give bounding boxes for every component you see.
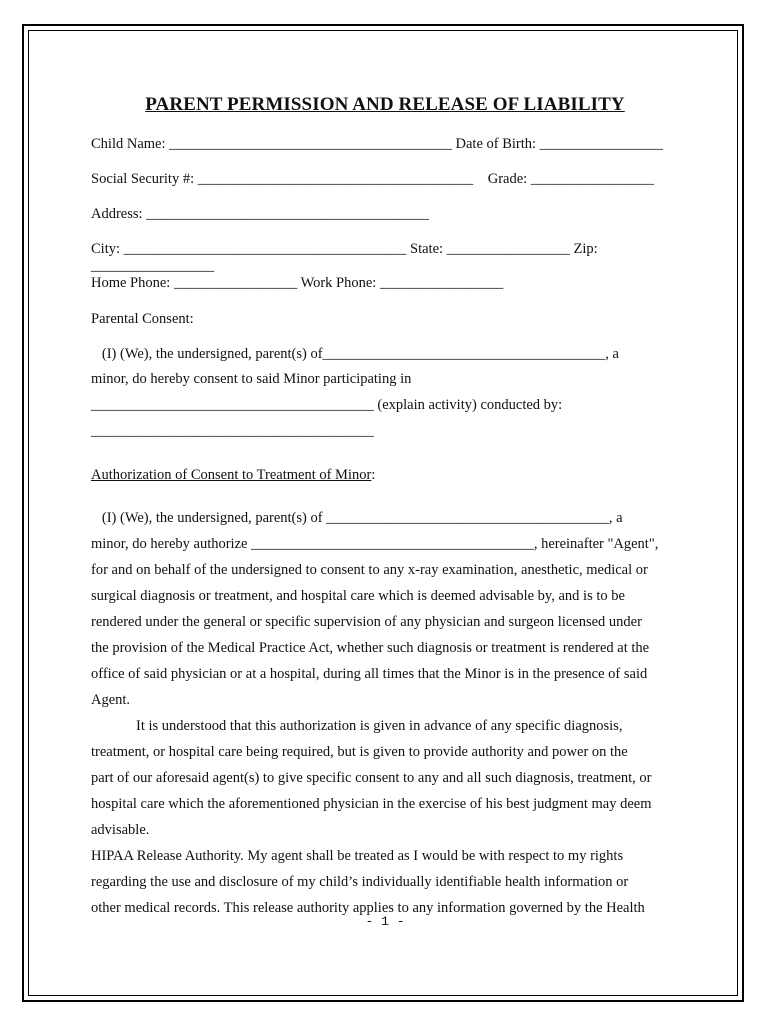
- consent-line: _______________________________________: [91, 423, 374, 439]
- authorization-line: the provision of the Medical Practice Act, whether such diagnosis or treatment is rendered at the: [91, 640, 650, 656]
- authorization-line: minor, do hereby authorize _______________________________________, hereinafter "Agent",: [91, 536, 659, 552]
- consent-line: minor, do hereby consent to said Minor participating in: [91, 371, 412, 387]
- authorization-line: Agent.: [91, 692, 131, 708]
- ssn-grade-row: Social Security #: ______________________________________ Grade: _________________: [91, 171, 655, 187]
- parental-consent-heading: Parental Consent:: [91, 311, 194, 327]
- address-row: Address: _______________________________________: [91, 206, 429, 222]
- hipaa-line: regarding the use and disclosure of my child’s individually identifiable health information or: [91, 874, 629, 890]
- understanding-line: treatment, or hospital care being required, but is given to provide authority and power on the: [91, 744, 628, 760]
- child-name-dob-row: Child Name: _______________________________________ Date of Birth: _________________: [91, 136, 663, 152]
- authorization-line: for and on behalf of the undersigned to consent to any x-ray examination, anesthetic, medical or: [91, 562, 648, 578]
- understanding-line: It is understood that this authorization is given in advance of any specific diagnosis,: [136, 718, 623, 734]
- understanding-line: advisable.: [91, 822, 150, 838]
- authorization-heading-text: Authorization of Consent to Treatment of Minor: [91, 467, 372, 483]
- city-state-zip-row: City: _______________________________________ State: _________________ Zip:: [91, 241, 598, 257]
- zip-blank-row: _________________: [91, 258, 215, 274]
- consent-line: (I) (We), the undersigned, parent(s) of_______________________________________, a: [91, 346, 619, 362]
- phone-row: Home Phone: _________________ Work Phone: _________________: [91, 275, 504, 291]
- authorization-heading: [91, 466, 375, 484]
- page-number: - 1 -: [365, 914, 405, 929]
- document-title: PARENT PERMISSION AND RELEASE OF LIABILITY: [145, 94, 625, 115]
- hipaa-line: HIPAA Release Authority. My agent shall be treated as I would be with respect to my rights: [91, 848, 624, 864]
- authorization-line: surgical diagnosis or treatment, and hospital care which is deemed advisable by, and is to be: [91, 588, 625, 604]
- authorization-line: office of said physician or at a hospital, during all times that the Minor is in the presence of said: [91, 666, 648, 682]
- understanding-line: hospital care which the aforementioned physician in the exercise of his best judgment may deem: [91, 796, 652, 812]
- authorization-line: rendered under the general or specific supervision of any physician and surgeon licensed under: [91, 614, 642, 630]
- hipaa-line: other medical records. This release authority applies to any information governed by the Health: [91, 900, 645, 916]
- authorization-heading-colon: :: [371, 467, 376, 483]
- consent-line: _______________________________________ (explain activity) conducted by:: [91, 397, 563, 413]
- authorization-line: (I) (We), the undersigned, parent(s) of _______________________________________, a: [91, 510, 623, 526]
- understanding-line: part of our aforesaid agent(s) to give specific consent to any and all such diagnosis, treatment, or: [91, 770, 652, 786]
